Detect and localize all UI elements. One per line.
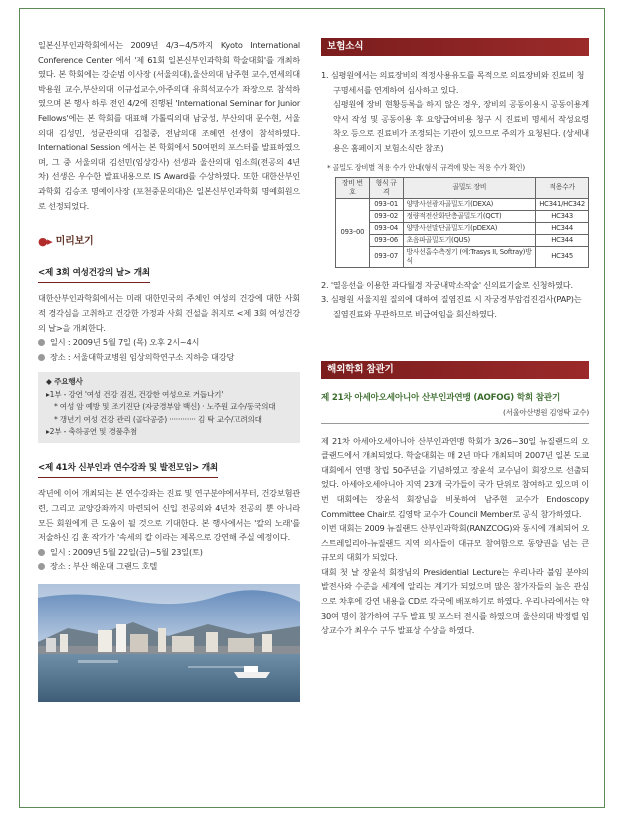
table-note: * 골밀도 장비별 적용 수가 안내(형식 규격에 맞는 적용 수가 확인) bbox=[327, 162, 526, 172]
table-row: 093–00 093–01 양방사선광자골밀도기(DEXA) HC341/HC342 bbox=[336, 198, 589, 210]
preview-title: 미리보기 bbox=[55, 236, 94, 248]
program-line-4: ▸2부 - 축하공연 및 경품추첨 bbox=[46, 427, 137, 437]
bone-density-table bbox=[335, 177, 589, 268]
table-header-fee: 적용수가 bbox=[536, 177, 589, 198]
program-box bbox=[38, 372, 300, 443]
double-arrow-icon: ●▸▸ bbox=[38, 235, 50, 249]
intro-paragraph: 일본신부인과학회에서는 2009년 4/3~4/5까지 Kyoto International Conference Center 에서 '제 61회 일본신부인과학회 학술대회'를 개최하였다. 본 학회에는 강순범 이사장 (서울의대),울산의대 남주현 교수,연세의대 박용원 교수,부산의대 이규섭교수,아주의대 유희석교수가 좌장으로 참석하였으며 본 행사 하루 전인 4/2에 진행된 'International Seminar for Junior Fellows'에는 본 학회를 대표해 가톨릭의대 남궁성, 부산의대 문수현, 서울의대 김성민, 성균관의대 김철중, 전남의대 조혜연 선생이 참석하였다. International Session 에서는 본 학회에서 50여편의 포스터를 발표하였으며, 그 중 서울의대 김선민(임상강사) 선생과 울산의대 임소희(전공의 4년차) 선생은 우수한 발표내용으로 IS Award를 수상하였다. 또한 대한산부인과학회 김승조 명예이사장 (포천중문의대)은 일본신부인과학회 명예회원으로 선정되었다. bbox=[38, 40, 300, 211]
table-row: 093–04 양방사선말단골밀도기(pDEXA) HC344 bbox=[336, 222, 589, 234]
table-group-code: 093–00 bbox=[336, 198, 370, 267]
table-row: 093–07 방사선흡수측정기 (예:Trasys II, Softray)방식 HC345 bbox=[336, 246, 589, 267]
harbor-photo bbox=[38, 584, 300, 702]
left-column bbox=[38, 38, 300, 702]
bullet-icon bbox=[38, 549, 45, 556]
insurance-item-2: 2. '열응선을 이용한 과다월경 자궁내막소작술' 신의료기술로 신청하였다. bbox=[321, 279, 573, 290]
insurance-banner: 보험소식 bbox=[321, 38, 589, 56]
event2-place: 장소 : 부산 해운대 그랜드 호텔 bbox=[38, 559, 300, 574]
insurance-item-1-detail: 심평원에 장비 현황등록을 하지 않은 경우, 장비의 공동이용시 공동이용계약서 작성 및 공동이용 후 요양급여비용 청구 시 진료비 명세서 작성요령 착오 등으로 진료비가 조정되는 기관이 있으므로 주의가 요청된다. (상세내용은 홈페이지 보험소식란 참조) bbox=[333, 99, 589, 153]
overseas-banner: 해외학회 참관기 bbox=[321, 361, 589, 379]
event1-date: 일시 : 2009년 5월 7일 (목) 오후 2시~4시 bbox=[38, 335, 300, 350]
society-report-title: 제 21차 아세아오세아니아 산부인과연맹 (AOFOG) 학회 참관기 bbox=[321, 393, 561, 404]
event1-place: 장소 : 서울대학교병원 임상의학연구소 지하층 대강당 bbox=[38, 350, 300, 365]
event2-title: <제 41차 신부인과 연수강좌 및 발전모임> 개최 bbox=[38, 461, 218, 479]
society-report-body-1: 제 21차 아세아오세아니아 산부인과연맹 학회가 3/26~30일 뉴질랜드의 오클랜드에서 개최되었다. 학술대회는 매 2년 마다 개최되며 2007년 일본 도쿄 대회에서 연맹 창립 50주년을 기념하였고 장윤석 교수님이 회장으로 선출되었다. 아세아오세아니아 지역 23개 국가들이 국가 단위로 참여하고 있으며 이번 대회에는 장윤석 회장님을 비롯하여 남주현 교수가 Endoscopy Committee Chair로 김영탁 교수가 Council Member로 공식 참가하였다. bbox=[321, 435, 589, 519]
event1-title: <제 3회 여성건강의 날> 개최 bbox=[38, 266, 150, 284]
table-header-equipment-no: 장비 번호 bbox=[336, 177, 370, 198]
insurance-item-3: 3. 심평원 서울지원 질의에 대하여 질염진료 시 자궁경부암검진검사(PAP)는 질염진료와 무관하므로 비급여임을 회신하였다. bbox=[321, 294, 582, 319]
table-header-device: 골밀도 장비 bbox=[403, 177, 536, 198]
society-report-body-2: 이번 대회는 2009 뉴질랜드 산부인과학회(RANZCOG)와 동시에 개최되어 오스트레일리아-뉴질랜드 지역 의사들이 대규모 참여함으로 동양권을 넘는 큰 규모의 대회가 되었다. bbox=[321, 523, 589, 563]
society-report-body-3: 대회 첫 날 장윤석 회장님의 Presidential Lecture는 우리나라 불임 분야의 발전사와 수준을 세계에 알리는 계기가 되었으며 많은 참가자들의 높은 관심으로 차후에 강연 내용을 CD로 각국에 배포하기로 하였다. 우리나라에서는 약 30여 명이 참가하여 구두 발표 및 포스터 전시를 하였으며 울산의대 박정렬 임상교수가 최우수 구두 발표상 수상을 하였다. bbox=[321, 566, 589, 636]
table-row: 093–02 정량적전산화단층골밀도기(QCT) HC343 bbox=[336, 210, 589, 222]
program-line-1: ▸1부 - 강연 '여성 건강 검진, 건강한 여성으로 거듭나기' bbox=[46, 389, 224, 399]
insurance-item-1: 1. 심평원에서는 의료장비의 적정사용유도를 목적으로 의료장비와 진료비 청구명세서를 연계하여 심사하고 있다. bbox=[321, 70, 585, 95]
bullet-icon bbox=[38, 339, 45, 346]
program-line-2: * 여성 암 예방 및 조기진단 (자궁경부암 백신) · 노주원 교수/동국의대 bbox=[54, 402, 276, 412]
right-column bbox=[321, 38, 589, 638]
preview-heading bbox=[38, 235, 300, 250]
program-header: ◆ 주요행사 bbox=[46, 377, 83, 387]
event2-date: 일시 : 2009년 5월 22일(금)~5월 23일(토) bbox=[38, 545, 300, 560]
table-header-format: 형식 규격 bbox=[369, 177, 403, 198]
society-report-author: (서울아산병원 김영탁 교수) bbox=[321, 406, 589, 424]
bullet-icon bbox=[38, 354, 45, 361]
event2-body: 작년에 이어 개최되는 본 연수강좌는 진료 및 연구분야에서부터, 건강보험관련, 그리고 교양강좌까지 마련되어 신입 전공의와 4년차 전공의 뿐 아니라 모든 회원에게 큰 도움이 될 것으로 기대한다. 본 행사에서는 '칼의 노래'를 저술하신 김 훈 작가가 '속세의 칼 이라는 제목으로 강연해 주실 예정이다. bbox=[38, 488, 300, 543]
event1-body: 대한산부인과학회에서는 미래 대한민국의 주체인 여성의 건강에 대한 사회적 경각심을 고취하고 건강한 가정과 사회 건설을 취지로 <제 3회 여성건강의 날>을 개최한다. bbox=[38, 293, 300, 333]
bullet-icon bbox=[38, 563, 45, 570]
program-line-3: * 갱년기 여성 건강 관리 (골다공증) ············ 김 탁 교수/고려의대 bbox=[54, 414, 262, 424]
table-row: 093–06 초음파골밀도기(QUS) HC344 bbox=[336, 234, 589, 246]
